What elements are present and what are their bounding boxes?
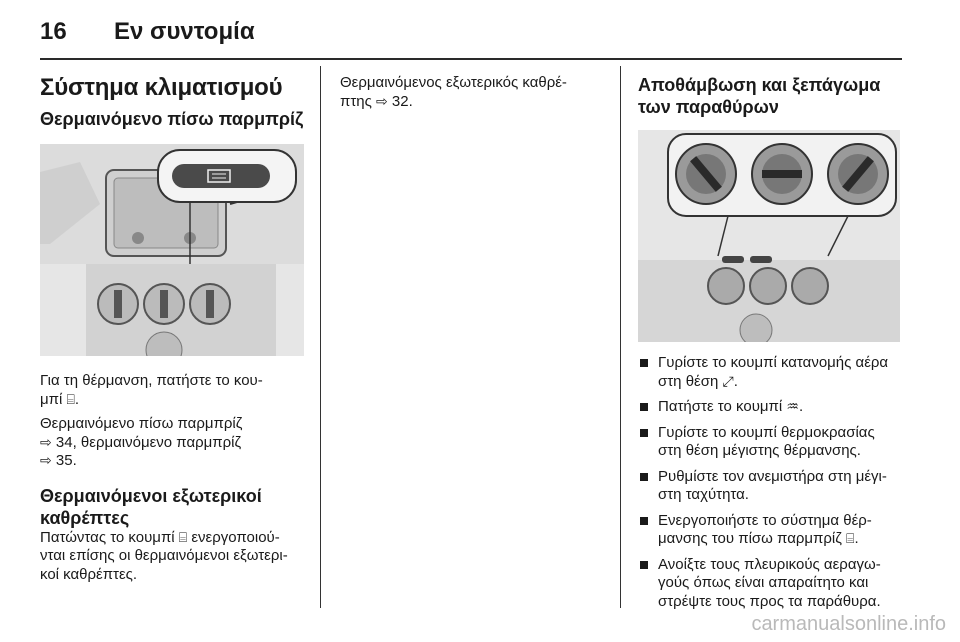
list-item	[638, 556, 902, 612]
text-mirrors-line1: Πατώντας το κουμπί	[40, 528, 179, 546]
list-item	[638, 468, 902, 505]
bullet-icon	[640, 359, 648, 367]
air-conditioning-icon: ♒	[786, 399, 799, 415]
text-heat-instruction-line2: μπί	[40, 390, 67, 408]
page-reference-arrow-icon: ⇨	[40, 453, 52, 469]
step5-line2: μανσης του πίσω παρμπρίζ	[658, 530, 847, 547]
list-item: Γυρίστε το κουμπί κατανομής αέρα στη θέση ⤢.	[638, 354, 902, 391]
step5-line1: Ενεργοποιήστε το σύστημα θέρ-	[658, 511, 872, 529]
column-divider-left	[320, 66, 321, 608]
step3-line1: Γυρίστε το κουμπί θερμοκρασίας	[658, 423, 875, 441]
step3-line2: στη θέση μέγιστης θέρμανσης.	[658, 442, 861, 459]
step4-line1: Ρυθμίστε τον ανεμιστήρα στη μέγι-	[658, 467, 887, 485]
heated-mirrors-title-line1: Θερμαινόμενοι εξωτερικοί	[40, 485, 262, 506]
step4-line2: στη ταχύτητα.	[658, 486, 749, 503]
page-header	[40, 14, 902, 60]
watermark: carmanualsonline.info	[751, 613, 946, 635]
step6-line1: Ανοίξτε τους πλευρικούς αεραγω-	[658, 555, 881, 573]
text-page-ref-34: 34, θερμαινόμενο παρμπρίζ	[51, 433, 242, 451]
column-3	[638, 74, 902, 618]
text-mirrors-line1-end: ενεργοποιού-	[187, 528, 280, 546]
text-page-ref-32: 32.	[387, 92, 413, 110]
list-item: Ενεργοποιήστε το σύστημα θέρ- μανσης του πίσω παρμπρίζ ⌸.	[638, 512, 902, 549]
text-mirrors-line3: κοί καθρέπτες.	[40, 565, 138, 583]
column-divider-right	[620, 66, 621, 608]
text-heat-instruction-line1: Για τη θέρμανση, πατήστε το κου-	[40, 372, 263, 389]
demisting-title-line2: των παραθύρων	[638, 97, 779, 117]
step6-line3: στρέψτε τους προς τα παράθυρα.	[658, 592, 881, 610]
step1-line1: Γυρίστε το κουμπί κατανομής αέρα	[658, 354, 889, 371]
section-title-demisting	[638, 74, 902, 118]
step1-line2: στη θέση	[658, 372, 723, 390]
chapter-title: Εν συντομία	[114, 18, 255, 45]
page-reference-arrow-icon: ⇨	[40, 434, 52, 451]
figure-climate-control-knobs	[638, 130, 900, 342]
bullet-icon	[640, 429, 648, 437]
rear-window-heater-icon: ⌸	[846, 531, 855, 547]
text-heated-mirror-line2: πτης	[340, 92, 377, 110]
column-1	[40, 74, 308, 584]
bullet-icon	[640, 473, 648, 481]
text-mirrors-line2: νται επίσης οι θερμαινόμενοι εξωτερι-	[40, 547, 288, 564]
bullet-icon	[640, 561, 648, 569]
list-item	[638, 424, 902, 461]
step2-text: Πατήστε το κουμπί	[658, 398, 787, 415]
text-page-ref-35: 35.	[51, 452, 77, 469]
windscreen-air-distribution-icon: ⤢	[722, 373, 734, 390]
bullet-icon	[640, 517, 648, 525]
section-title: Σύστημα κλιματισμού	[40, 74, 283, 101]
rear-window-heater-icon: ⌸	[178, 529, 188, 546]
page-number: 16	[40, 18, 67, 45]
subsection-title-heated-rear-window: Θερμαινόμενο πίσω παρμπρίζ	[40, 109, 304, 129]
demisting-steps-list	[638, 354, 902, 611]
bullet-icon	[640, 403, 648, 411]
list-item: Πατήστε το κουμπί ♒.	[638, 398, 902, 417]
rear-window-heater-icon: ⌸	[66, 391, 75, 408]
step6-line2: γούς όπως είναι απαραίτητο και	[658, 574, 869, 591]
text-heated-mirror-line1: Θερμαινόμενος εξωτερικός καθρέ-	[340, 74, 567, 91]
text-heated-rear-window-ref: Θερμαινόμενο πίσω παρμπρίζ	[40, 415, 243, 432]
heated-mirrors-title-line2: καθρέπτες	[40, 507, 130, 528]
subsection-title-heated-mirrors	[40, 485, 308, 529]
page-reference-arrow-icon: ⇨	[376, 93, 388, 110]
demisting-title-line1: Αποθάμβωση και ξεπάγωμα	[638, 75, 881, 95]
figure-rear-window-heater-button	[40, 144, 304, 356]
column-2	[340, 74, 602, 111]
text-period: .	[74, 390, 80, 408]
